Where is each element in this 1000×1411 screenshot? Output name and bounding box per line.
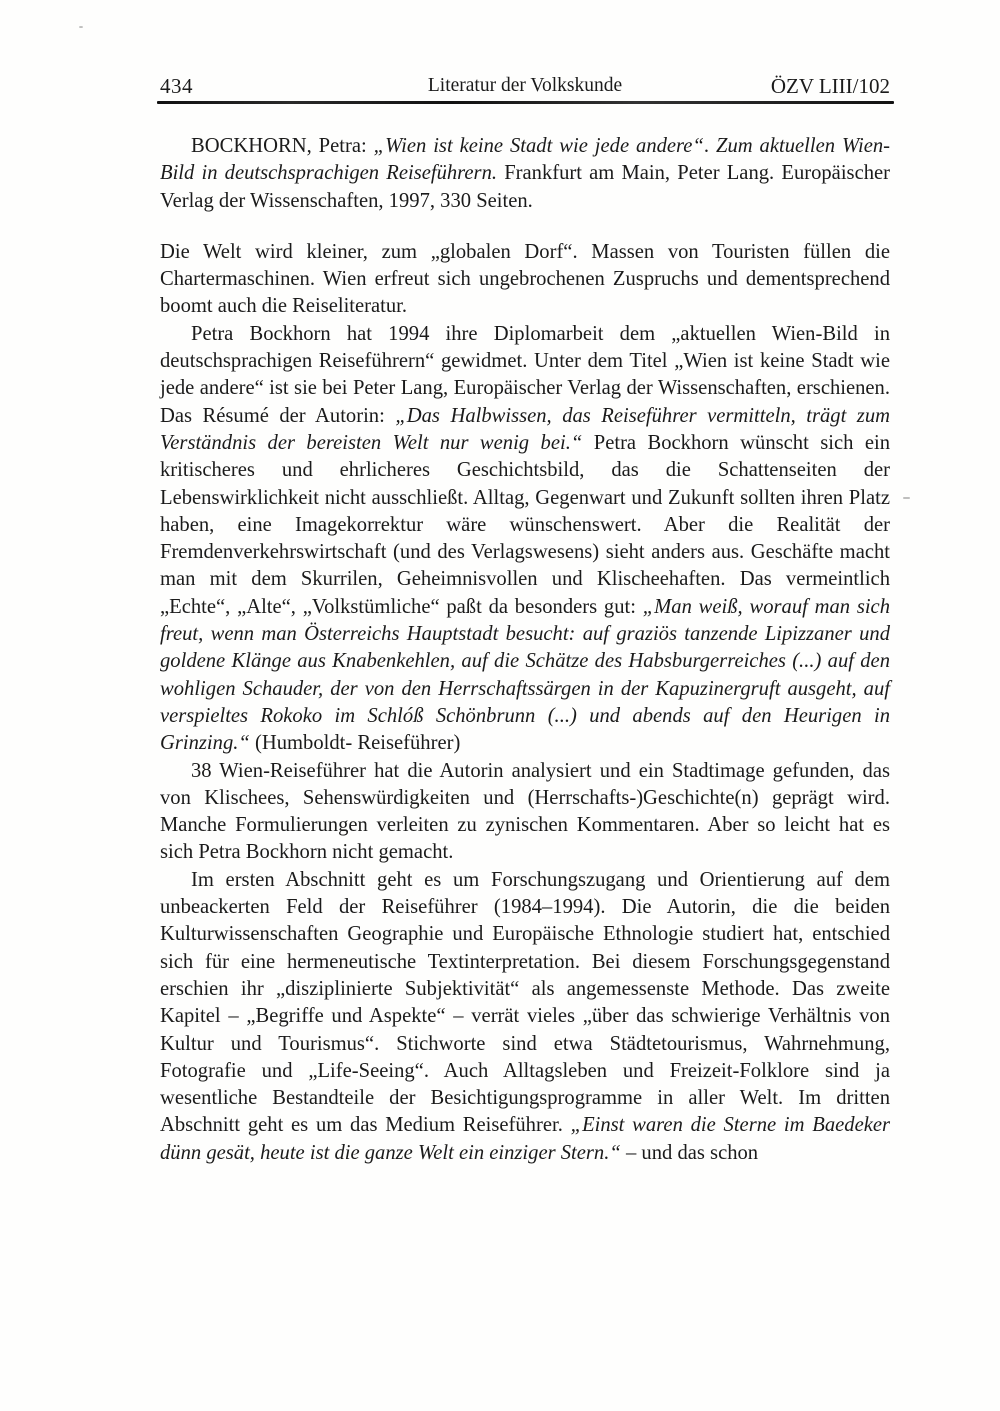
text-run: . bbox=[703, 135, 716, 157]
text-run: (Humboldt- Reiseführer) bbox=[249, 732, 461, 755]
review-paragraph-analysis bbox=[160, 758, 890, 867]
text-run: – und das schon bbox=[620, 1141, 759, 1164]
page-number: 434 bbox=[160, 74, 193, 98]
text-run: Im ersten Abschnitt geht es um Forschungszugang und Orientierung auf dem unbeackerten Feld der Reiseführer (1984–1994). Die Autorin, die die beiden Kulturwissenschaften Geographie und Europäische Ethnologie studiert hat, entschied sich für eine hermeneutische Textinterpretation. Bei diesem Forschungsgegenstand erschien ihr „disziplinierte Subjektivität“ als angemessenste Methode. Das zweite Kapitel – „Begriffe und Aspekte“ – verrät vieles „über das schwierige Verhältnis von Kultur und Tourismus“. Stichworte sind etwa Städtetourismus, Wahrnehmung, Fotografie und „Life-Seeing“. Auch Alltagsleben und Freizeit-Folklore sind ja wesentliche Bestandteile der Besichtigungsprogramme in aller Welt. Im dritten Abschnitt geht es um das Medium Reiseführer. bbox=[160, 868, 890, 1137]
section-title: Literatur der Volkskunde bbox=[427, 75, 623, 96]
bibliography-entry bbox=[160, 133, 890, 215]
text-run: BOCKHORN, Petra: bbox=[191, 135, 374, 157]
italic-text-run: „Wien ist keine Stadt wie jede andere“ bbox=[373, 135, 704, 157]
italic-text-run: „Das Halbwissen, das Reiseführer vermitteln, trägt zum Verständnis der bereisten Welt nur wenig bei.“ bbox=[160, 404, 890, 454]
text-run: Frankfurt am Main, Peter Lang. Europäischer Verlag der Wissenschaften, 1997, 330 Seiten. bbox=[160, 162, 890, 212]
page-header bbox=[160, 74, 890, 100]
text-run: Petra Bockhorn hat 1994 ihre Diplomarbeit dem „aktuellen Wien-Bild in deutschsprachigen Reiseführern“ gewidmet. Unter dem Titel „Wien ist keine Stadt wie jede andere“ ist sie bei Peter Lang, Europäischer Verlag der Wissenschaften, erschienen. Das Résumé der Autorin: bbox=[160, 322, 890, 427]
italic-text-run: „Einst waren die Sterne im Baedeker dünn gesät, heute ist die ganze Welt ein einziger Stern.“ bbox=[160, 1114, 890, 1164]
review-paragraph-resume bbox=[160, 321, 890, 758]
text-run: Die Welt wird kleiner, zum „globalen Dorf“. Massen von Touristen füllen die Chartermaschinen. Wien erfreut sich ungebrochenen Zuspruchs und dementsprechend boomt auch die Reiseliteratur. bbox=[160, 240, 890, 318]
text-run: Petra Bockhorn wünscht sich ein kritischeres und ehrlicheres Geschichtsbild, das die Schattenseiten der Lebenswirklichkeit nicht ausschließt. Alltag, Gegenwart und Zukunft sollten ihren Platz haben, eine Imagekorrektur wäre wünschenswert. Aber die Realität der Fremdenverkehrswirtschaft (und des Verlagswesens) sieht anders aus. Geschäfte macht man mit dem Skurrilen, Geheimnisvollen und Klischeehaften. Das vermeintlich „Echte“, „Alte“, „Volkstümliche“ paßt da besonders gut: bbox=[160, 431, 890, 618]
text-run: 38 Wien-Reiseführer hat die Autorin analysiert und ein Stadtimage gefunden, das von Klischees, Sehenswürdigkeiten und (Herrschafts-)Geschichte(n) geprägt wird. Manche Formulierungen verleiten zu zynischen Kommentaren. Aber so leicht hat es sich Petra Bockhorn nicht gemacht. bbox=[160, 759, 890, 864]
review-paragraph-chapters bbox=[160, 867, 890, 1167]
scan-speck bbox=[903, 497, 910, 499]
italic-text-run: „Man weiß, worauf man sich freut, wenn man Österreichs Hauptstadt besucht: auf graziös tanzende Lipizzaner und goldene Klänge aus Knabenkehlen, auf die Schätze des Habsburgerreiches (...) auf den wohligen Schauder, der von den Herrschaftssärgen in der Kapuzinergruft ausgeht, auf verspieltes Rokoko im Schlóß Schönbrunn (...) und abends auf den Heurigen in Grinzing.“ bbox=[160, 595, 890, 755]
scan-speck bbox=[79, 26, 83, 28]
header-divider-rule bbox=[157, 101, 894, 104]
review-paragraph-intro bbox=[160, 239, 890, 321]
review-text-column bbox=[160, 133, 890, 1167]
italic-text-run: Zum aktuellen Wien-Bild in deutschsprachigen Reiseführern. bbox=[160, 135, 891, 185]
journal-issue-label: ÖZV LIII/102 bbox=[770, 74, 890, 98]
